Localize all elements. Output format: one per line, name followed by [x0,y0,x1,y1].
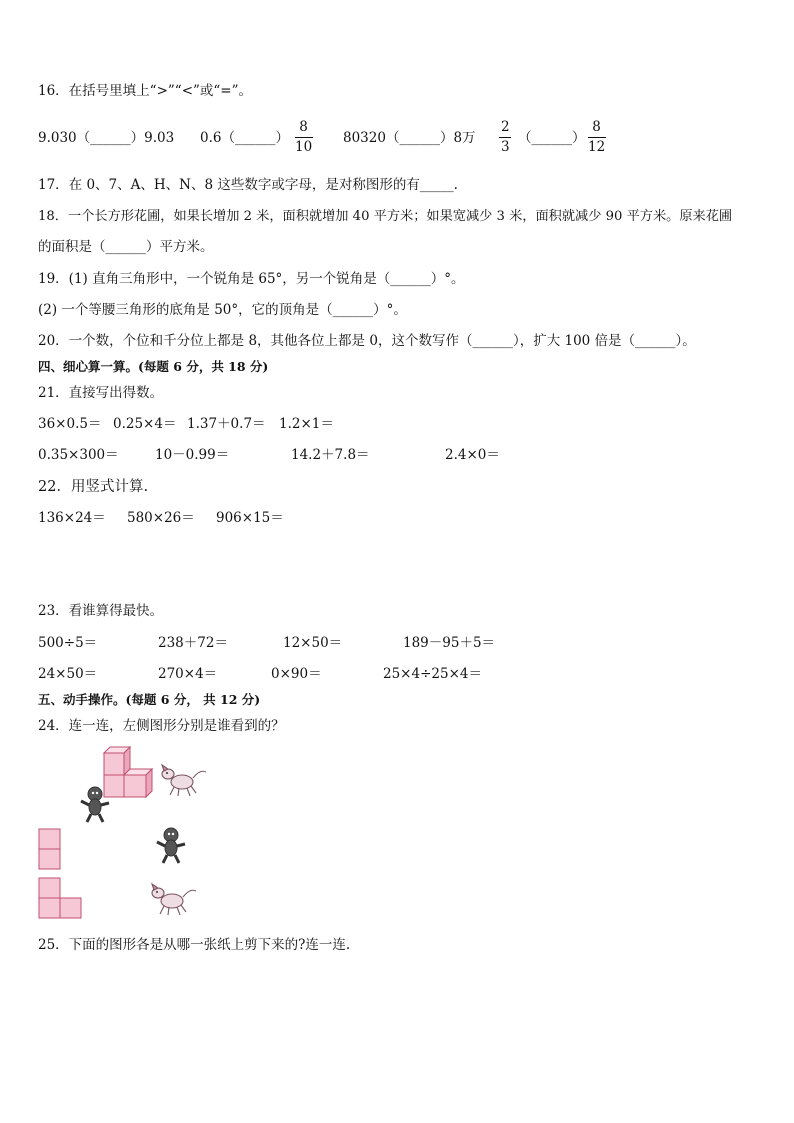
fraction-denominator: 10 [295,139,313,155]
q19-line1: 19．(1) 直角三角形中，一个锐角是 65°，另一个锐角是（______）°。 [38,271,465,287]
q18-line2: 的面积是（______）平方米。 [38,239,214,255]
q16-fraction-8-12 [586,119,607,156]
front-view-two-squares [38,828,62,872]
fraction-denominator: 12 [588,139,606,155]
fraction-bar [499,137,511,138]
q23-r2-c2: 270×4＝ [158,666,218,682]
q23-r1-c1: 500÷5＝ [38,635,98,651]
q21-r1-c4: 1.2×1＝ [279,416,334,432]
q21-prompt: 21．直接写出得数。 [38,385,164,401]
q22-item2: 580×26＝ [127,510,195,526]
dog-icon [150,882,200,918]
q16-item4-blank: （______） [518,130,586,146]
q23-r2-c1: 24×50＝ [38,666,98,682]
q16-fraction-8-10 [293,119,314,156]
q17-text: 17．在 0、7、A、H、N、8 这些数字或字母，是对称图形的有_____. [38,177,458,193]
q16-item1: 9.030（______）9.03 [38,130,175,146]
fraction-numerator: 8 [592,119,601,135]
q25-prompt: 25．下面的图形各是从哪一张纸上剪下来的?连一连. [38,937,351,953]
q21-r2-c2: 10－0.99＝ [155,447,230,463]
monkey-icon [154,826,190,866]
q23-r2-c4: 25×4÷25×4＝ [383,666,482,682]
fraction-denominator: 3 [501,139,510,155]
q21-r1-c1: 36×0.5＝ [38,416,102,432]
fraction-numerator: 8 [299,119,308,135]
q23-r2-c3: 0×90＝ [271,666,322,682]
q22-prompt: 22．用竖式计算. [38,479,149,495]
q23-prompt: 23．看谁算得最快。 [38,603,164,619]
q21-r1-c2: 0.25×4＝ [113,416,177,432]
fraction-bar [295,137,313,138]
q18-line1: 18．一个长方形花圃，如果长增加 2 米，面积就增加 40 平方米；如果宽减少 3 米，面积就减少 90 平方米。原来花圃 [38,209,733,224]
q22-item3: 906×15＝ [216,510,284,526]
monkey-icon [78,785,114,825]
q16-item2: 0.6（______） [200,130,289,146]
q23-r1-c3: 12×50＝ [283,635,343,651]
q16-item3: 80320（______）8万 [343,130,476,146]
q22-item1: 136×24＝ [38,510,106,526]
q24-prompt: 24．连一连，左侧图形分别是谁看到的？ [38,718,285,734]
q19-line2: (2) 一个等腰三角形的底角是 50°，它的顶角是（______）°。 [38,302,407,318]
q16-prompt: 16．在括号里填上“>”“<”或“=”。 [38,83,253,99]
q20-text: 20．一个数，个位和千分位上都是 8，其他各位上都是 0，这个数写作（______），扩大 100 倍是（______）。 [38,333,696,349]
q23-r1-c4: 189－95＋5＝ [403,635,496,651]
fraction-bar [588,137,606,138]
side-view-l-shape [38,877,84,921]
q23-r1-c2: 238＋72＝ [158,635,228,651]
q16-fraction-2-3 [499,119,512,156]
fraction-numerator: 2 [501,119,510,135]
q21-r2-c4: 2.4×0＝ [445,447,500,463]
q21-r2-c3: 14.2＋7.8＝ [291,447,370,463]
dog-icon [160,763,210,799]
section4-heading: 四、细心算一算。(每题 6 分，共 18 分) [38,359,269,374]
section5-heading: 五、动手操作。(每题 6 分， 共 12 分) [38,692,261,707]
q21-r2-c1: 0.35×300＝ [38,447,119,463]
q21-r1-c3: 1.37＋0.7＝ [187,416,266,432]
